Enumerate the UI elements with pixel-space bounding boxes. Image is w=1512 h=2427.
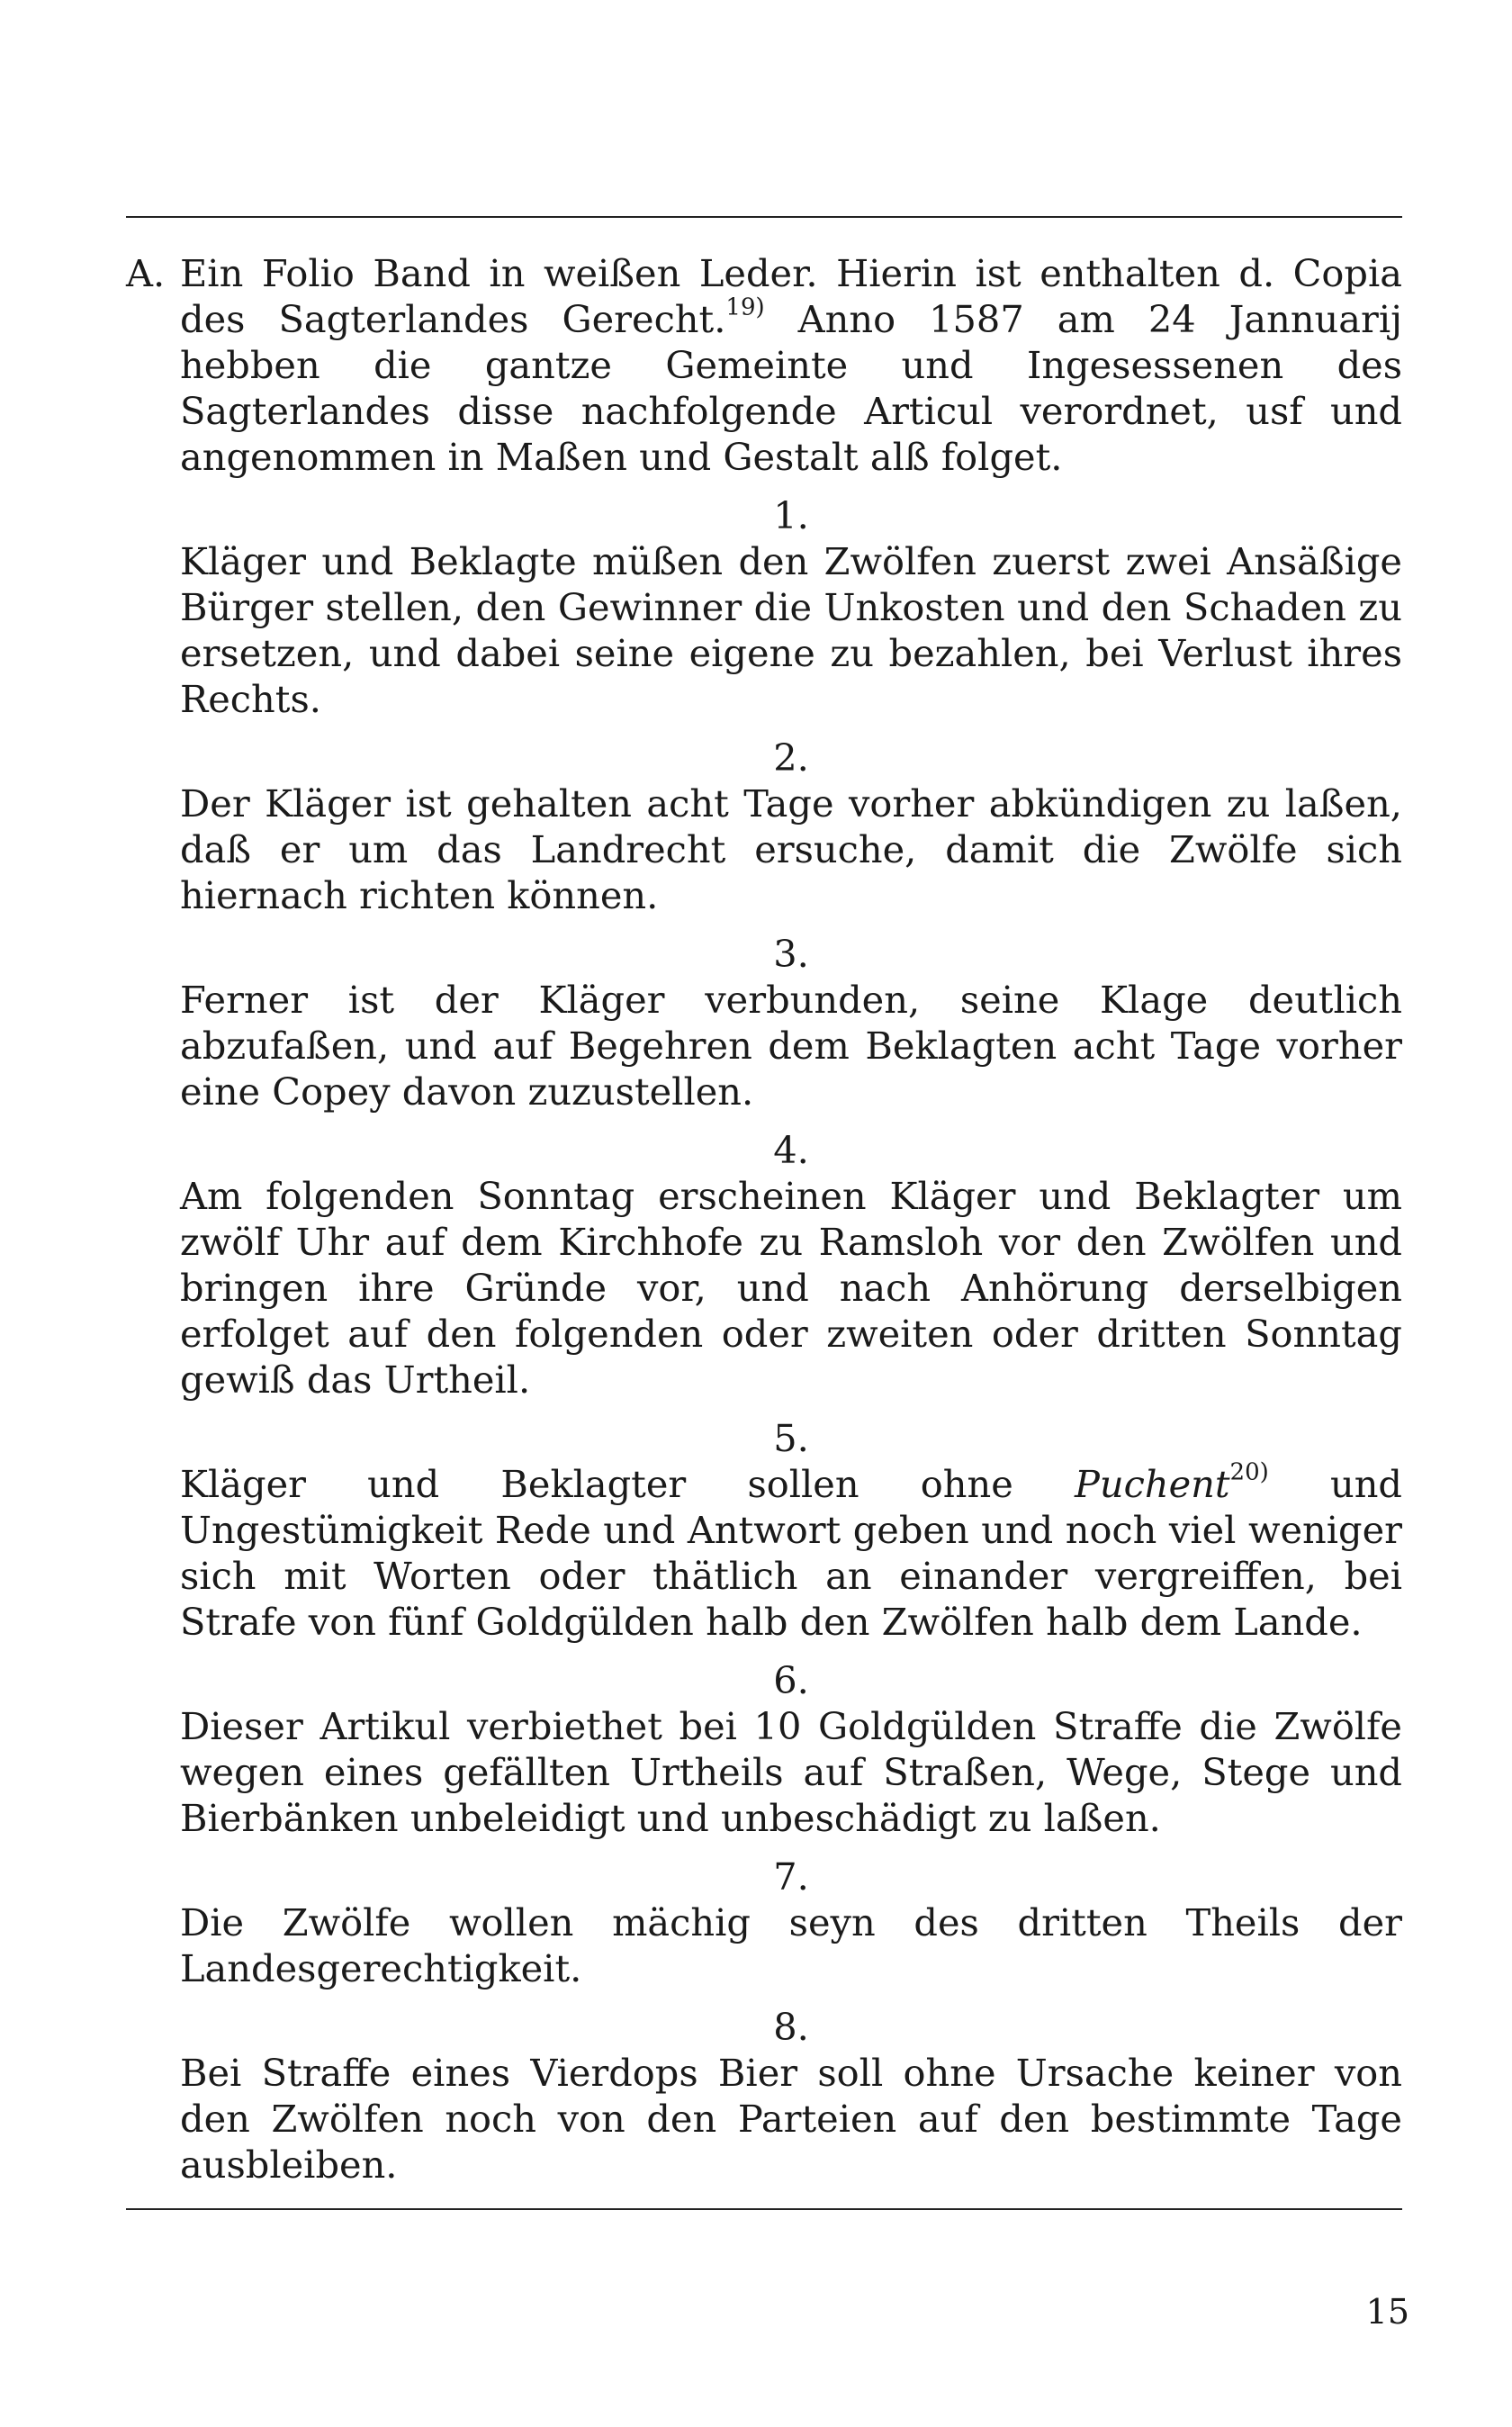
article-number: 1. [773, 493, 809, 537]
page-number: 15 [1365, 2292, 1409, 2332]
article-number: 7. [773, 1854, 809, 1899]
article-5-text-before: Kläger und Beklagter sollen ohne [180, 1462, 1075, 1506]
intro-paragraph [126, 250, 1402, 480]
article-number: 8. [773, 2005, 809, 2049]
footnote-ref-19: 19) [725, 293, 765, 321]
article-text: Kläger und Beklagte müßen den Zwölfen zuerst zwei Ansäßige Bürger stellen, den Gewinner die Unkosten und den Schaden zu ersetzen, und dabei seine eigene zu bezahlen, bei Verlust ihres Rechts. [180, 539, 1402, 721]
article-number: 3. [773, 932, 809, 976]
article-text: Ferner ist der Kläger verbunden, seine Klage deutlich abzufaßen, und auf Begehren dem Beklagten acht Tage vorher eine Copey davon zuzustellen. [180, 978, 1402, 1114]
article-text: Der Kläger ist gehalten acht Tage vorher abkündigen zu laßen, daß er um das Landrecht ersuche, damit die Zwölfe sich hiernach richten können. [180, 781, 1402, 917]
article-number: 2. [773, 735, 809, 780]
article-text: Bei Straffe eines Vierdops Bier soll ohne Ursache keiner von den Zwölfen noch von den Parteien auf den bestimmte Tage ausbleiben. [180, 2051, 1402, 2187]
intro-text-part2: Anno 1587 am 24 Jannuarij hebben die gantze Gemeinte und Ingesessenen des Sagterlandes disse nachfolgende Articul verordnet, usf und angenommen in Maßen und Gestalt alß folget. [180, 297, 1402, 479]
article-number: 6. [773, 1658, 809, 1702]
article-6 [180, 1657, 1402, 1841]
intro-letter: A. [126, 251, 166, 295]
article-8 [180, 2004, 1402, 2188]
article-text: Die Zwölfe wollen mächig seyn des dritten Theils der Landesgerechtigkeit. [180, 1900, 1402, 1990]
article-5 [180, 1415, 1402, 1645]
article-text: Dieser Artikul verbiethet bei 10 Goldgülden Straffe die Zwölfe wegen eines gefällten Urtheils auf Straßen, Wege, Stege und Bierbänken unbeleidigt und unbeschädigt zu laßen. [180, 1704, 1402, 1840]
article-text: Am folgenden Sonntag erscheinen Kläger und Beklagter um zwölf Uhr auf dem Kirchhofe zu Ramsloh vor den Zwölfen und bringen ihre Gründe vor, und nach Anhörung derselbigen erfolget auf den folgenden oder zweiten oder dritten Sonntag gewiß das Urtheil. [180, 1174, 1402, 1402]
article-number: 5. [773, 1416, 809, 1460]
article-4 [180, 1127, 1402, 1403]
article-3 [180, 931, 1402, 1114]
intro-text-part1: Ein Folio Band in weißen Leder. Hierin ist enthalten d. Copia des Sagterlandes Gerecht. [180, 251, 1402, 341]
article-5-text-after: und Ungestümigkeit Rede und Antwort geben und noch viel weniger sich mit Worten oder thätlich an einander vergreiffen, bei Strafe von fünf Goldgülden halb den Zwölfen halb dem Lande. [180, 1462, 1402, 1644]
article-5-italic-term: Puchent [1074, 1462, 1230, 1506]
bottom-rule [126, 2208, 1402, 2210]
top-rule [126, 216, 1402, 218]
article-text [180, 1458, 1402, 1645]
article-1 [180, 492, 1402, 722]
article-2 [180, 735, 1402, 918]
article-number: 4. [773, 1128, 809, 1172]
document-body [126, 250, 1402, 2188]
intro-text [180, 250, 1402, 480]
article-7 [180, 1854, 1402, 1991]
footnote-ref-20: 20) [1229, 1458, 1269, 1486]
